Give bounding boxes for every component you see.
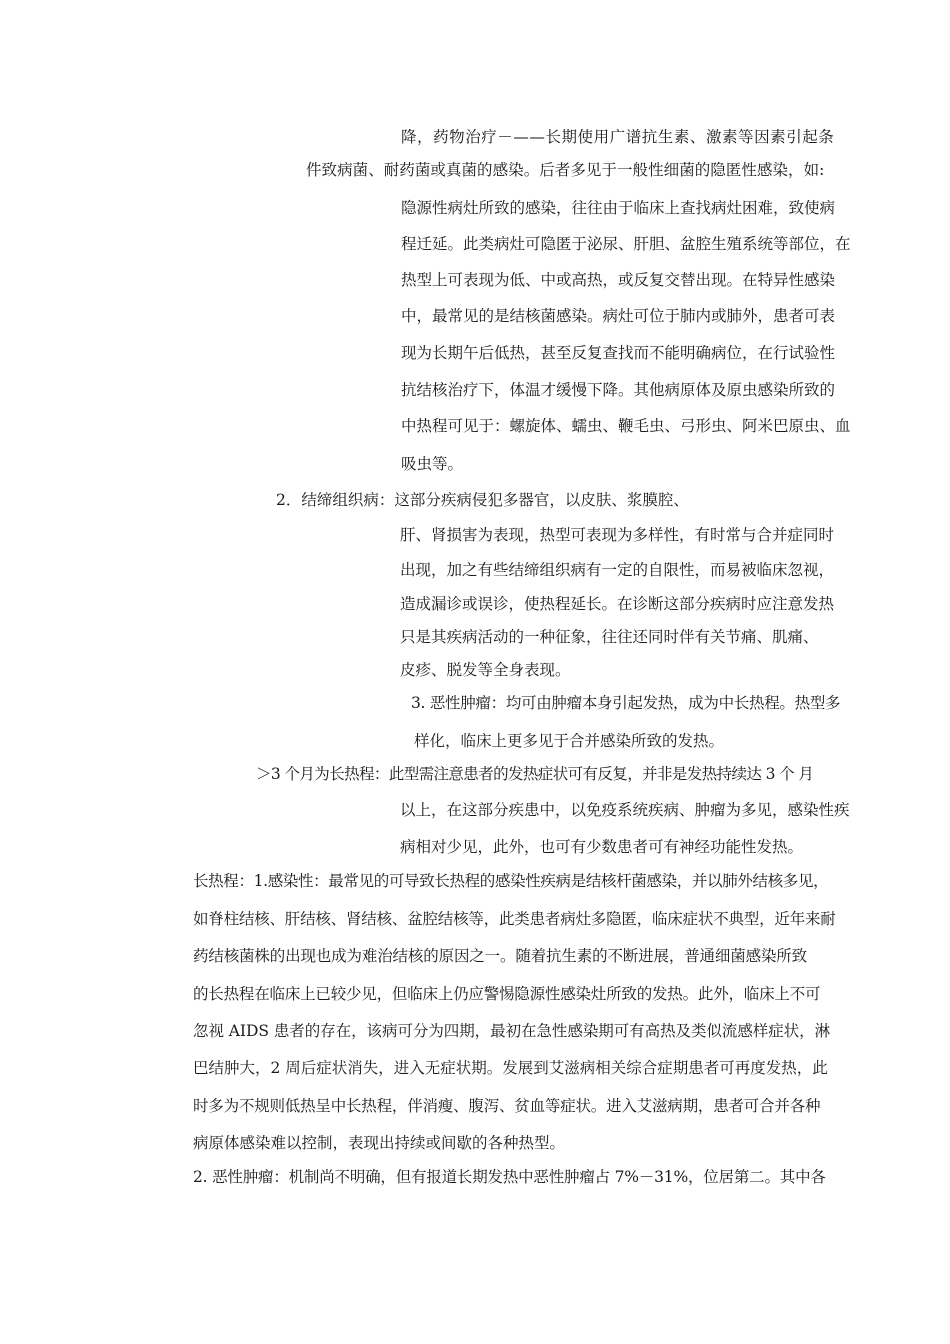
text-line: 以上，在这部分疾患中，以免疫系统疾病、肿瘤为多见，感染性疾 bbox=[400, 801, 850, 819]
text-line: 巴结肿大，2 周后症状消失，进入无症状期。发展到艾滋病相关综合症期患者可再度发热，此 bbox=[193, 1059, 828, 1077]
text-line: ＞3 个月为长热程：此型需注意患者的发热症状可有反复，并非是发热持续达 3 个 月 bbox=[256, 765, 814, 783]
text-line: 中，最常见的是结核菌感染。病灶可位于肺内或肺外，患者可表 bbox=[401, 307, 836, 325]
text-line: 热型上可表现为低、中或高热，或反复交替出现。在特异性感染 bbox=[401, 271, 836, 289]
text-line: 病相对少见，此外，也可有少数患者可有神经功能性发热。 bbox=[400, 838, 804, 856]
text-line: 降，药物治疗－——长期使用广谱抗生素、激素等因素引起条 bbox=[401, 128, 835, 146]
text-line: 吸虫等。 bbox=[401, 455, 464, 473]
text-line: 病原体感染难以控制，表现出持续或间歇的各种热型。 bbox=[193, 1134, 566, 1152]
text-line: 只是其疾病活动的一种征象，往往还同时伴有关节痛、肌痛、 bbox=[400, 628, 819, 646]
text-line: 造成漏诊或误诊，使热程延长。在诊断这部分疾病时应注意发热 bbox=[400, 595, 835, 613]
text-line: 忽视 AIDS 患者的存在，该病可分为四期，最初在急性感染期可有高热及类似流感样症状，淋 bbox=[193, 1022, 831, 1040]
text-line: 程迁延。此类病灶可隐匿于泌尿、肝胆、盆腔生殖系统等部位，在 bbox=[401, 235, 851, 253]
text-line: 2．结缔组织病：这部分疾病侵犯多器官，以皮肤、浆膜腔、 bbox=[276, 491, 689, 509]
text-line: 时多为不规则低热呈中长热程，伴消瘦、腹泻、贫血等症状。进入艾滋病期，患者可合并各种 bbox=[193, 1097, 821, 1115]
text-line: 件致病菌、耐药菌或真菌的感染。后者多见于一般性细菌的隐匿性感染，如: bbox=[306, 161, 825, 179]
text-line: 现为长期午后低热，甚至反复查找而不能明确病位，在行试验性 bbox=[401, 344, 836, 362]
text-line: 肝、肾损害为表现，热型可表现为多样性，有时常与合并症同时 bbox=[400, 526, 835, 544]
text-line: 皮疹、脱发等全身表现。 bbox=[400, 661, 571, 679]
text-line: 样化，临床上更多见于合并感染所致的发热。 bbox=[414, 732, 725, 750]
text-line: 2. 恶性肿瘤：机制尚不明确，但有报道长期发热中恶性肿瘤占 7%－31%，位居第二。其中各 bbox=[193, 1168, 826, 1186]
text-line: 抗结核治疗下，体温才缓慢下降。其他病原体及原虫感染所致的 bbox=[401, 381, 836, 399]
text-line: 隐源性病灶所致的感染，往往由于临床上查找病灶困难，致使病 bbox=[401, 199, 836, 217]
text-line: 3. 恶性肿瘤：均可由肿瘤本身引起发热，成为中长热程。热型多 bbox=[411, 694, 841, 712]
text-line: 如脊柱结核、肝结核、肾结核、盆腔结核等，此类患者病灶多隐匿，临床症状不典型，近年来耐 bbox=[193, 910, 836, 928]
text-line: 长热程：1.感染性：最常见的可导致长热程的感染性疾病是结核杆菌感染，并以肺外结核多见， bbox=[193, 872, 829, 890]
text-line: 的长热程在临床上已较少见，但临床上仍应警惕隐源性感染灶所致的发热。此外，临床上不可 bbox=[193, 985, 821, 1003]
text-line: 出现，加之有些结缔组织病有一定的自限性，而易被临床忽视， bbox=[400, 561, 835, 579]
text-line: 中热程可见于：螺旋体、蠕虫、鞭毛虫、弓形虫、阿米巴原虫、血 bbox=[401, 417, 851, 435]
text-line: 药结核菌株的出现也成为难治结核的原因之一。随着抗生素的不断进展，普通细菌感染所致 bbox=[193, 947, 808, 965]
